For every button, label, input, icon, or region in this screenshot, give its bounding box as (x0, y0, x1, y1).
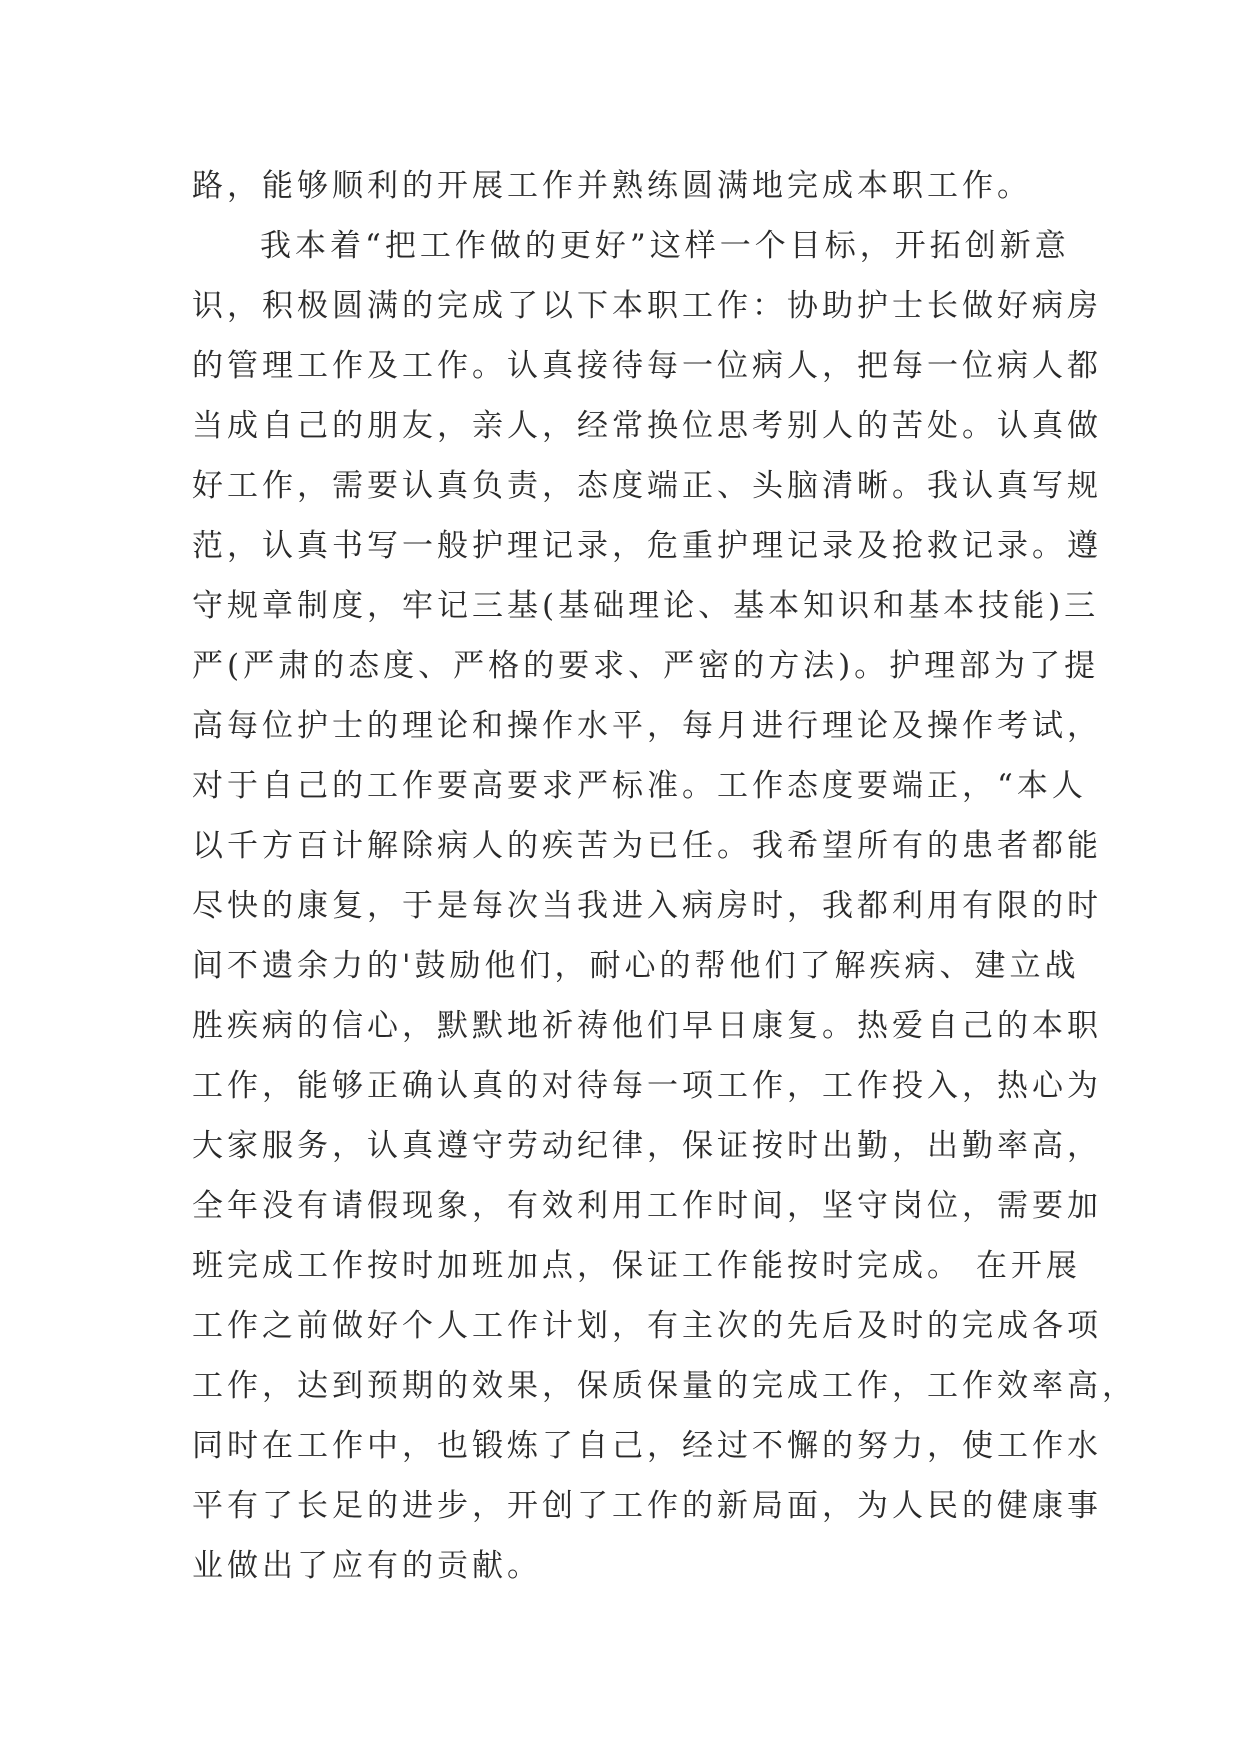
text-line: 守规章制度，牢记三基(基础理论、基本知识和基本技能)三 (192, 588, 1100, 624)
body-text (192, 156, 1137, 1596)
paragraph-first-line: 我本着“把工作做的更好”这样一个目标，开拓创新意 (260, 228, 1070, 264)
text-line: 班完成工作按时加班加点，保证工作能按时完成。 在开展 (192, 1248, 1081, 1284)
text-line: 工作之前做好个人工作计划，有主次的先后及时的完成各项 (192, 1308, 1102, 1344)
text-line: 好工作，需要认真负责，态度端正、头脑清晰。我认真写规 (192, 468, 1102, 504)
text-line: 路，能够顺利的开展工作并熟练圆满地完成本职工作。 (192, 168, 1032, 204)
text-line: 高每位护士的理论和操作水平，每月进行理论及操作考试， (192, 708, 1102, 744)
text-line: 尽快的康复，于是每次当我进入病房时，我都利用有限的时 (192, 888, 1102, 924)
text-line: 严(严肃的态度、严格的要求、严密的方法)。护理部为了提 (192, 648, 1100, 684)
text-line: 范，认真书写一般护理记录，危重护理记录及抢救记录。遵 (192, 528, 1102, 564)
text-line: 胜疾病的信心，默默地祈祷他们早日康复。热爱自己的本职 (192, 1008, 1102, 1044)
text-line: 对于自己的工作要高要求严标准。工作态度要端正，“本人 (192, 768, 1087, 804)
text-line: 识，积极圆满的完成了以下本职工作：协助护士长做好病房 (192, 288, 1102, 324)
text-line: 工作，达到预期的效果，保质保量的完成工作，工作效率高， (192, 1368, 1137, 1404)
text-line: 以千方百计解除病人的疾苦为已任。我希望所有的患者都能 (192, 828, 1102, 864)
text-line: 平有了长足的进步，开创了工作的新局面，为人民的健康事 (192, 1488, 1102, 1524)
text-line: 大家服务，认真遵守劳动纪律，保证按时出勤，出勤率高， (192, 1128, 1102, 1164)
text-line: 间不遗余力的'鼓励他们，耐心的帮他们了解疾病、建立战 (192, 948, 1080, 984)
text-line: 的管理工作及工作。认真接待每一位病人，把每一位病人都 (192, 348, 1102, 384)
text-line: 业做出了应有的贡献。 (192, 1548, 542, 1584)
text-line: 全年没有请假现象，有效利用工作时间，坚守岗位，需要加 (192, 1188, 1102, 1224)
text-line: 同时在工作中，也锻炼了自己，经过不懈的努力，使工作水 (192, 1428, 1102, 1464)
text-line: 当成自己的朋友，亲人，经常换位思考别人的苦处。认真做 (192, 408, 1102, 444)
text-line: 工作，能够正确认真的对待每一项工作，工作投入，热心为 (192, 1068, 1102, 1104)
